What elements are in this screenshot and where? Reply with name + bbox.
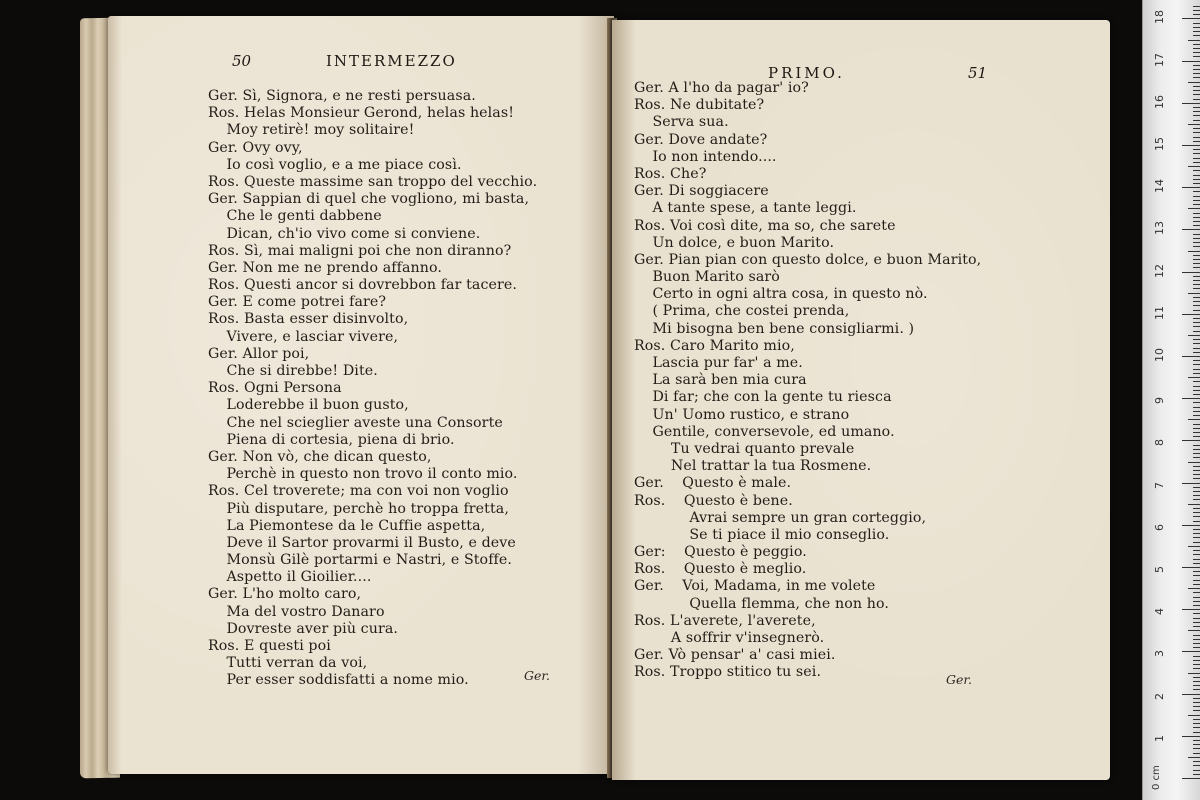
text-line: Ger. Voi, Madama, in me volete	[634, 578, 876, 595]
ruler-tick	[1193, 99, 1200, 100]
ruler-tick	[1193, 765, 1200, 766]
ruler-tick	[1193, 432, 1200, 433]
text-line: Ros. Voi così dite, ma so, che sarete	[634, 217, 896, 234]
ruler-tick	[1188, 757, 1200, 758]
text-line: Ger. Non vò, che dican questo,	[208, 448, 432, 465]
ruler-tick	[1193, 390, 1200, 391]
ruler-tick	[1193, 191, 1200, 192]
ruler-tick	[1188, 546, 1200, 547]
ruler-tick	[1182, 356, 1200, 357]
page-number: 51	[968, 64, 988, 82]
ruler-tick	[1193, 635, 1200, 636]
text-line: Ros. Queste massime san troppo del vecchio.	[208, 173, 538, 190]
ruler-tick	[1193, 647, 1200, 648]
ruler-tick	[1193, 394, 1200, 395]
ruler-tick	[1182, 61, 1200, 62]
ruler-tick	[1193, 466, 1200, 467]
ruler-tick	[1188, 419, 1200, 420]
ruler-tick	[1193, 242, 1200, 243]
ruler-tick	[1182, 609, 1200, 610]
text-line: Ger. Pian pian con questo dolce, e buon Marito,	[634, 251, 982, 268]
text-line: Ros. Helas Monsieur Gerond, helas helas!	[208, 105, 515, 122]
ruler-tick	[1188, 504, 1200, 505]
ruler-tick	[1193, 592, 1200, 593]
ruler-tick	[1193, 470, 1200, 471]
ruler-tick	[1193, 35, 1200, 36]
ruler-tick	[1193, 727, 1200, 728]
ruler-tick	[1193, 267, 1200, 268]
ruler-tick	[1193, 301, 1200, 302]
text-line: Che le genti dabbene	[208, 208, 382, 225]
ruler-number: 18	[1153, 10, 1166, 25]
ruler-tick	[1193, 601, 1200, 602]
ruler-tick	[1193, 153, 1200, 154]
ruler-tick	[1193, 213, 1200, 214]
text-line: Ger. L'ho molto caro,	[208, 586, 362, 603]
ruler-tick	[1193, 643, 1200, 644]
ruler-tick	[1193, 770, 1200, 771]
ruler-tick	[1193, 748, 1200, 749]
ruler-tick	[1193, 723, 1200, 724]
ruler-tick	[1193, 364, 1200, 365]
text-line: Ger. Ovy ovy,	[208, 139, 303, 156]
ruler-tick	[1193, 343, 1200, 344]
text-line: Ger. Sappian di quel che vogliono, mi basta,	[208, 191, 530, 208]
text-line: La sarà ben mia cura	[634, 372, 807, 389]
ruler-tick	[1193, 445, 1200, 446]
ruler-tick	[1193, 238, 1200, 239]
ruler-tick	[1193, 402, 1200, 403]
ruler-tick	[1193, 639, 1200, 640]
text-line: Ros. L'averete, l'averete,	[634, 612, 816, 629]
ruler-tick	[1193, 56, 1200, 57]
ruler-tick	[1193, 204, 1200, 205]
ruler-tick	[1193, 668, 1200, 669]
ruler-tick	[1193, 115, 1200, 116]
ruler-tick	[1193, 508, 1200, 509]
text-line: Dican, ch'io vivo come si conviene.	[208, 225, 481, 242]
ruler-tick	[1182, 18, 1200, 19]
text-line: Piena di cortesia, piena di brio.	[208, 431, 455, 448]
ruler-tick	[1193, 622, 1200, 623]
text-line: Mi bisogna ben bene consigliarmi. )	[634, 320, 915, 337]
ruler-tick	[1193, 73, 1200, 74]
ruler-tick	[1193, 449, 1200, 450]
ruler-tick	[1193, 200, 1200, 201]
text-line: Buon Marito sarò	[634, 269, 780, 286]
ruler-tick	[1193, 702, 1200, 703]
ruler-tick	[1193, 234, 1200, 235]
ruler-tick	[1193, 685, 1200, 686]
ruler-tick	[1193, 48, 1200, 49]
ruler-tick	[1193, 94, 1200, 95]
ruler-number: 11	[1153, 305, 1166, 320]
text-line: Tutti verran da voi,	[208, 655, 368, 672]
ruler-tick	[1193, 571, 1200, 572]
ruler-tick	[1193, 537, 1200, 538]
text-line: Ger. Sì, Signora, e ne resti persuasa.	[208, 88, 476, 104]
ruler-tick	[1193, 107, 1200, 108]
ruler-tick	[1193, 10, 1200, 11]
ruler-tick	[1193, 512, 1200, 513]
left-page	[108, 16, 614, 774]
text-line: Ger. Questo è male.	[634, 475, 792, 492]
ruler-tick	[1193, 381, 1200, 382]
text-line: Gentile, conversevole, ed umano.	[634, 423, 895, 440]
text-line: Ger: Questo è peggio.	[634, 544, 807, 561]
ruler-tick	[1193, 457, 1200, 458]
ruler-tick	[1193, 322, 1200, 323]
ruler-tick	[1188, 715, 1200, 716]
ruler-tick	[1193, 284, 1200, 285]
ruler-number: 2	[1153, 692, 1166, 700]
ruler-tick	[1193, 297, 1200, 298]
ruler-tick	[1193, 407, 1200, 408]
ruler-tick	[1193, 170, 1200, 171]
ruler-tick	[1193, 360, 1200, 361]
ruler-tick	[1193, 77, 1200, 78]
ruler-tick	[1193, 225, 1200, 226]
ruler-tick	[1182, 736, 1200, 737]
text-line: Ros. Questo è bene.	[634, 492, 793, 509]
ruler-tick	[1193, 158, 1200, 159]
text-line: Ros. Troppo stitico tu sei.	[634, 664, 822, 681]
text-line: Tu vedrai quanto prevale	[634, 440, 855, 457]
ruler-tick	[1193, 339, 1200, 340]
text-line: Di far; che con la gente tu riesca	[634, 389, 892, 406]
ruler-tick	[1182, 314, 1200, 315]
ruler-tick	[1193, 128, 1200, 129]
ruler-tick	[1193, 597, 1200, 598]
ruler-tick	[1193, 563, 1200, 564]
text-line: La Piemontese da le Cuffie aspetta,	[208, 517, 486, 534]
ruler-tick	[1193, 664, 1200, 665]
ruler-tick	[1193, 288, 1200, 289]
ruler-tick	[1193, 120, 1200, 121]
ruler-tick	[1188, 82, 1200, 83]
ruler-tick	[1193, 183, 1200, 184]
ruler-tick	[1193, 221, 1200, 222]
ruler-tick	[1182, 272, 1200, 273]
ruler-tick	[1182, 229, 1200, 230]
ruler-tick	[1193, 90, 1200, 91]
ruler-tick	[1193, 706, 1200, 707]
ruler-tick	[1188, 251, 1200, 252]
text-line: Ros. Ne dubitate?	[634, 97, 765, 114]
text-line: Lascia pur far' a me.	[634, 355, 803, 371]
ruler-tick	[1193, 529, 1200, 530]
ruler-number: 5	[1153, 566, 1166, 573]
ruler-tick	[1193, 175, 1200, 176]
ruler-tick	[1193, 533, 1200, 534]
text-line: Che si direbbe! Dite.	[208, 363, 378, 379]
text-line: Ma del vostro Danaro	[208, 603, 385, 620]
text-line: Ros. Questo è meglio.	[634, 561, 807, 578]
text-line: Loderebbe il buon gusto,	[208, 397, 409, 414]
ruler-tick	[1193, 580, 1200, 581]
text-line: Ros. Cel troverete; ma con voi non voglio	[208, 483, 509, 500]
ruler-tick	[1193, 428, 1200, 429]
ruler-tick	[1193, 415, 1200, 416]
ruler-number: 14	[1153, 179, 1166, 194]
running-title: INTERMEZZO	[326, 52, 457, 70]
ruler-tick	[1193, 326, 1200, 327]
ruler-tick	[1193, 521, 1200, 522]
ruler-tick	[1193, 584, 1200, 585]
ruler-tick	[1188, 124, 1200, 125]
ruler-tick	[1193, 710, 1200, 711]
ruler-tick	[1193, 698, 1200, 699]
ruler-tick	[1188, 588, 1200, 589]
ruler-tick	[1193, 331, 1200, 332]
text-line: Ger. Vò pensar' a' casi miei.	[634, 647, 836, 664]
ruler-number: 9	[1153, 397, 1166, 405]
ruler-tick	[1182, 483, 1200, 484]
ruler-tick	[1193, 44, 1200, 45]
ruler-tick	[1193, 453, 1200, 454]
ruler-tick	[1193, 259, 1200, 260]
ruler-number: 12	[1153, 263, 1166, 278]
ruler-tick	[1193, 491, 1200, 492]
ruler-tick	[1193, 478, 1200, 479]
ruler-tick	[1193, 411, 1200, 412]
ruler-tick	[1188, 293, 1200, 294]
ruler-tick	[1193, 348, 1200, 349]
ruler-number: 17	[1153, 52, 1166, 67]
ruler-tick	[1193, 69, 1200, 70]
ruler-tick	[1193, 516, 1200, 517]
ruler-tick	[1193, 774, 1200, 775]
ruler-number: 6	[1153, 523, 1166, 531]
ruler-tick	[1193, 559, 1200, 560]
ruler-tick	[1193, 656, 1200, 657]
text-line: Nel trattar la tua Rosmene.	[634, 458, 872, 475]
ruler-tick	[1188, 462, 1200, 463]
text-line: Ros. Che?	[634, 165, 707, 182]
ruler-tick	[1193, 499, 1200, 500]
right-page	[612, 20, 1110, 780]
ruler-number: 3	[1153, 650, 1166, 658]
text-line: A soffrir v'insegnerò.	[634, 630, 825, 646]
ruler-tick	[1193, 280, 1200, 281]
ruler-tick	[1182, 187, 1200, 188]
ruler-tick	[1193, 246, 1200, 247]
ruler-tick	[1193, 137, 1200, 138]
text-line: A tante spese, a tante leggi.	[634, 200, 857, 217]
text-line: Ger. Di soggiacere	[634, 183, 769, 200]
ruler-tick	[1193, 618, 1200, 619]
ruler-tick	[1193, 52, 1200, 53]
ruler-tick	[1193, 162, 1200, 163]
ruler-number: 4	[1153, 608, 1166, 616]
text-line: Deve il Sartor provarmi il Busto, e deve	[208, 534, 516, 551]
text-line: Ros. E questi poi	[208, 638, 331, 654]
page-number: 50	[232, 52, 252, 70]
ruler-tick	[1193, 681, 1200, 682]
ruler-tick	[1193, 276, 1200, 277]
text-line: ( Prima, che costei prenda,	[634, 303, 850, 320]
text-line: Ger. A l'ho da pagar' io?	[634, 80, 809, 96]
text-line: Io non intendo....	[634, 148, 777, 165]
ruler-tick	[1193, 310, 1200, 311]
ruler-tick	[1193, 14, 1200, 15]
ruler-tick	[1188, 673, 1200, 674]
ruler-tick	[1193, 740, 1200, 741]
ruler-unit-label: 0 cm	[1151, 765, 1162, 790]
ruler-tick	[1193, 196, 1200, 197]
ruler-tick	[1193, 613, 1200, 614]
ruler-tick	[1193, 255, 1200, 256]
text-line: Dovreste aver più cura.	[208, 620, 398, 637]
ruler-tick	[1193, 660, 1200, 661]
ruler-tick	[1193, 141, 1200, 142]
ruler-tick	[1188, 208, 1200, 209]
ruler-tick	[1188, 335, 1200, 336]
ruler-tick	[1193, 550, 1200, 551]
ruler-tick	[1188, 630, 1200, 631]
ruler-tick	[1182, 651, 1200, 652]
ruler-tick	[1193, 318, 1200, 319]
ruler-tick	[1182, 778, 1200, 779]
ruler-tick	[1193, 86, 1200, 87]
text-line: Io così voglio, e a me piace così.	[208, 156, 462, 173]
ruler-tick	[1193, 263, 1200, 264]
ruler-tick	[1182, 694, 1200, 695]
text-line: Ger. Non me ne prendo affanno.	[208, 259, 443, 276]
text-line: Ros. Sì, mai maligni poi che non diranno?	[208, 242, 512, 259]
text-line: Serva sua.	[634, 114, 729, 131]
ruler-tick	[1193, 27, 1200, 28]
ruler-number: 8	[1153, 439, 1166, 447]
right-page-text	[634, 80, 1074, 682]
text-line: Più disputare, perchè ho troppa fretta,	[208, 500, 509, 517]
ruler-tick	[1193, 386, 1200, 387]
ruler-tick	[1182, 398, 1200, 399]
ruler-number: 10	[1153, 348, 1166, 362]
text-line: Se ti piace il mio conseglio.	[634, 526, 890, 543]
text-line: Certo in ogni altra cosa, in questo nò.	[634, 286, 928, 303]
ruler-tick	[1193, 732, 1200, 733]
text-line: Ger. Dove andate?	[634, 131, 768, 148]
catchword: Ger.	[524, 668, 550, 683]
ruler-tick	[1193, 575, 1200, 576]
ruler-tick	[1193, 761, 1200, 762]
text-line: Ros. Ogni Persona	[208, 380, 342, 397]
text-line: Un dolce, e buon Marito.	[634, 234, 835, 251]
left-page-text	[208, 88, 628, 690]
ruler-number: 15	[1153, 137, 1166, 151]
measuring-ruler	[1142, 0, 1200, 800]
text-line: Ros. Basta esser disinvolto,	[208, 311, 409, 328]
text-line: Perchè in questo non trovo il conto mio.	[208, 466, 518, 483]
ruler-tick	[1193, 132, 1200, 133]
ruler-tick	[1193, 677, 1200, 678]
text-line: Ger. E come potrei fare?	[208, 294, 387, 311]
ruler-tick	[1193, 305, 1200, 306]
running-title: PRIMO.	[768, 64, 845, 82]
ruler-number: 7	[1153, 481, 1166, 489]
ruler-tick	[1193, 554, 1200, 555]
ruler-tick	[1193, 179, 1200, 180]
ruler-tick	[1193, 373, 1200, 374]
ruler-tick	[1182, 145, 1200, 146]
text-line: Aspetto il Gioilier....	[208, 569, 372, 586]
text-line: Vivere, e lasciar vivere,	[208, 328, 399, 345]
ruler-tick	[1193, 111, 1200, 112]
ruler-tick	[1193, 23, 1200, 24]
ruler-tick	[1193, 352, 1200, 353]
ruler-tick	[1193, 65, 1200, 66]
ruler-tick	[1193, 542, 1200, 543]
ruler-tick	[1193, 744, 1200, 745]
ruler-tick	[1193, 605, 1200, 606]
ruler-tick	[1182, 440, 1200, 441]
text-line: Per esser soddisfatti a nome mio.	[208, 672, 469, 689]
ruler-number: 13	[1153, 221, 1166, 236]
ruler-tick	[1193, 149, 1200, 150]
ruler-tick	[1193, 626, 1200, 627]
ruler-number: 16	[1153, 94, 1166, 109]
ruler-number: 1	[1153, 734, 1166, 742]
ruler-tick	[1193, 719, 1200, 720]
text-line: Avrai sempre un gran corteggio,	[634, 509, 927, 526]
ruler-tick	[1193, 487, 1200, 488]
ruler-tick	[1193, 217, 1200, 218]
ruler-tick	[1193, 369, 1200, 370]
ruler-tick	[1188, 166, 1200, 167]
ruler-tick	[1188, 377, 1200, 378]
text-line: Un' Uomo rustico, e strano	[634, 406, 850, 423]
text-line: Ros. Caro Marito mio,	[634, 337, 795, 354]
text-line: Ger. Allor poi,	[208, 345, 310, 362]
ruler-tick	[1193, 495, 1200, 496]
ruler-tick	[1193, 689, 1200, 690]
ruler-tick	[1182, 567, 1200, 568]
ruler-tick	[1193, 424, 1200, 425]
ruler-tick	[1182, 103, 1200, 104]
catchword: Ger.	[946, 672, 972, 687]
text-line: Monsù Gilè portarmi e Nastri, e Stoffe.	[208, 552, 513, 569]
text-line: Che nel scieglier aveste una Consorte	[208, 414, 503, 431]
ruler-tick	[1193, 6, 1200, 7]
text-line: Ros. Questi ancor si dovrebbon far tacere.	[208, 277, 517, 294]
ruler-tick	[1193, 753, 1200, 754]
ruler-tick	[1182, 525, 1200, 526]
ruler-tick	[1193, 436, 1200, 437]
ruler-tick	[1193, 474, 1200, 475]
text-line: Moy retirè! moy solitaire!	[208, 122, 415, 139]
ruler-tick	[1193, 31, 1200, 32]
text-line: Quella flemma, che non ho.	[634, 595, 889, 612]
ruler-tick	[1188, 40, 1200, 41]
